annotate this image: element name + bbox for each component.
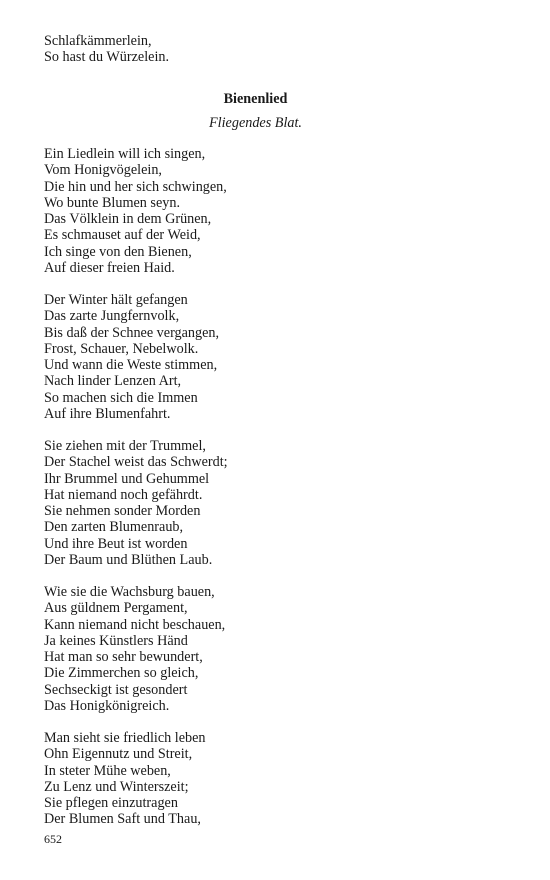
verse-line: Ich singe von den Bienen,	[44, 243, 192, 260]
verse-line: Kann niemand nicht beschauen,	[44, 616, 226, 633]
verse-line: Der Baum und Blüthen Laub.	[44, 552, 213, 569]
verse-line: Und wann die Weste stimmen,	[44, 357, 218, 374]
stanza-2	[44, 292, 219, 422]
verse-line: Auf ihre Blumenfahrt.	[44, 406, 171, 423]
verse-line: Es schmauset auf der Weid,	[44, 227, 201, 244]
verse-line: Auf dieser freien Haid.	[44, 260, 175, 277]
verse-line: Schlafkämmerlein,	[44, 33, 152, 49]
verse-line: Den zarten Blumenraub,	[44, 519, 184, 536]
stanza-3	[44, 438, 228, 568]
previous-poem-ending	[44, 33, 169, 66]
verse-line: Das zarte Jungfernvolk,	[44, 308, 180, 325]
page-number: 652	[44, 832, 62, 846]
verse-line: Das Honigkönigreich.	[44, 698, 170, 715]
stanza-5	[44, 730, 206, 828]
poem-subtitle: Fliegendes Blat.	[209, 115, 302, 131]
verse-line: Ja keines Künstlers Händ	[44, 632, 188, 649]
verse-line: Sie nehmen sonder Morden	[44, 503, 201, 520]
verse-line: Und ihre Beut ist worden	[44, 535, 188, 552]
verse-line: Frost, Schauer, Nebelwolk.	[44, 340, 199, 357]
verse-line: Ihr Brummel und Gehummel	[44, 470, 210, 487]
verse-line: Hat man so sehr bewundert,	[44, 649, 203, 666]
verse-line: Zu Lenz und Winterszeit;	[44, 778, 189, 795]
verse-line: Sechseckigt ist gesondert	[44, 681, 188, 698]
verse-line: Der Stachel weist das Schwerdt;	[44, 454, 228, 471]
book-page	[44, 0, 514, 880]
stanza-1	[44, 146, 227, 276]
verse-line: Vom Honigvögelein,	[44, 162, 162, 179]
verse-line: Nach linder Lenzen Art,	[44, 373, 182, 390]
verse-line: Sie ziehen mit der Trummel,	[44, 438, 206, 454]
verse-line: Die hin und her sich schwingen,	[44, 178, 227, 195]
verse-line: Sie pflegen einzutragen	[44, 795, 178, 812]
verse-line: Man sieht sie friedlich leben	[44, 730, 206, 746]
verse-line: Wie sie die Wachsburg bauen,	[44, 584, 215, 600]
stanza-4	[44, 584, 225, 714]
verse-line: Das Völklein in dem Grünen,	[44, 211, 212, 228]
verse-line: Der Winter hält gefangen	[44, 292, 188, 308]
verse-line: Ein Liedlein will ich singen,	[44, 146, 206, 162]
verse-line: In steter Mühe weben,	[44, 762, 171, 779]
verse-line: Wo bunte Blumen seyn.	[44, 194, 180, 211]
verse-line: Bis daß der Schnee vergangen,	[44, 324, 220, 341]
verse-line: So hast du Würzelein.	[44, 49, 170, 66]
verse-line: Hat niemand noch gefährdt.	[44, 486, 203, 503]
verse-line: Aus güldnem Pergament,	[44, 600, 188, 617]
verse-line: Ohn Eigennutz und Streit,	[44, 746, 193, 763]
verse-line: Der Blumen Saft und Thau,	[44, 811, 201, 828]
poem-title: Bienenlied	[223, 91, 288, 107]
verse-line: Die Zimmerchen so gleich,	[44, 665, 199, 682]
verse-line: So machen sich die Immen	[44, 389, 198, 406]
